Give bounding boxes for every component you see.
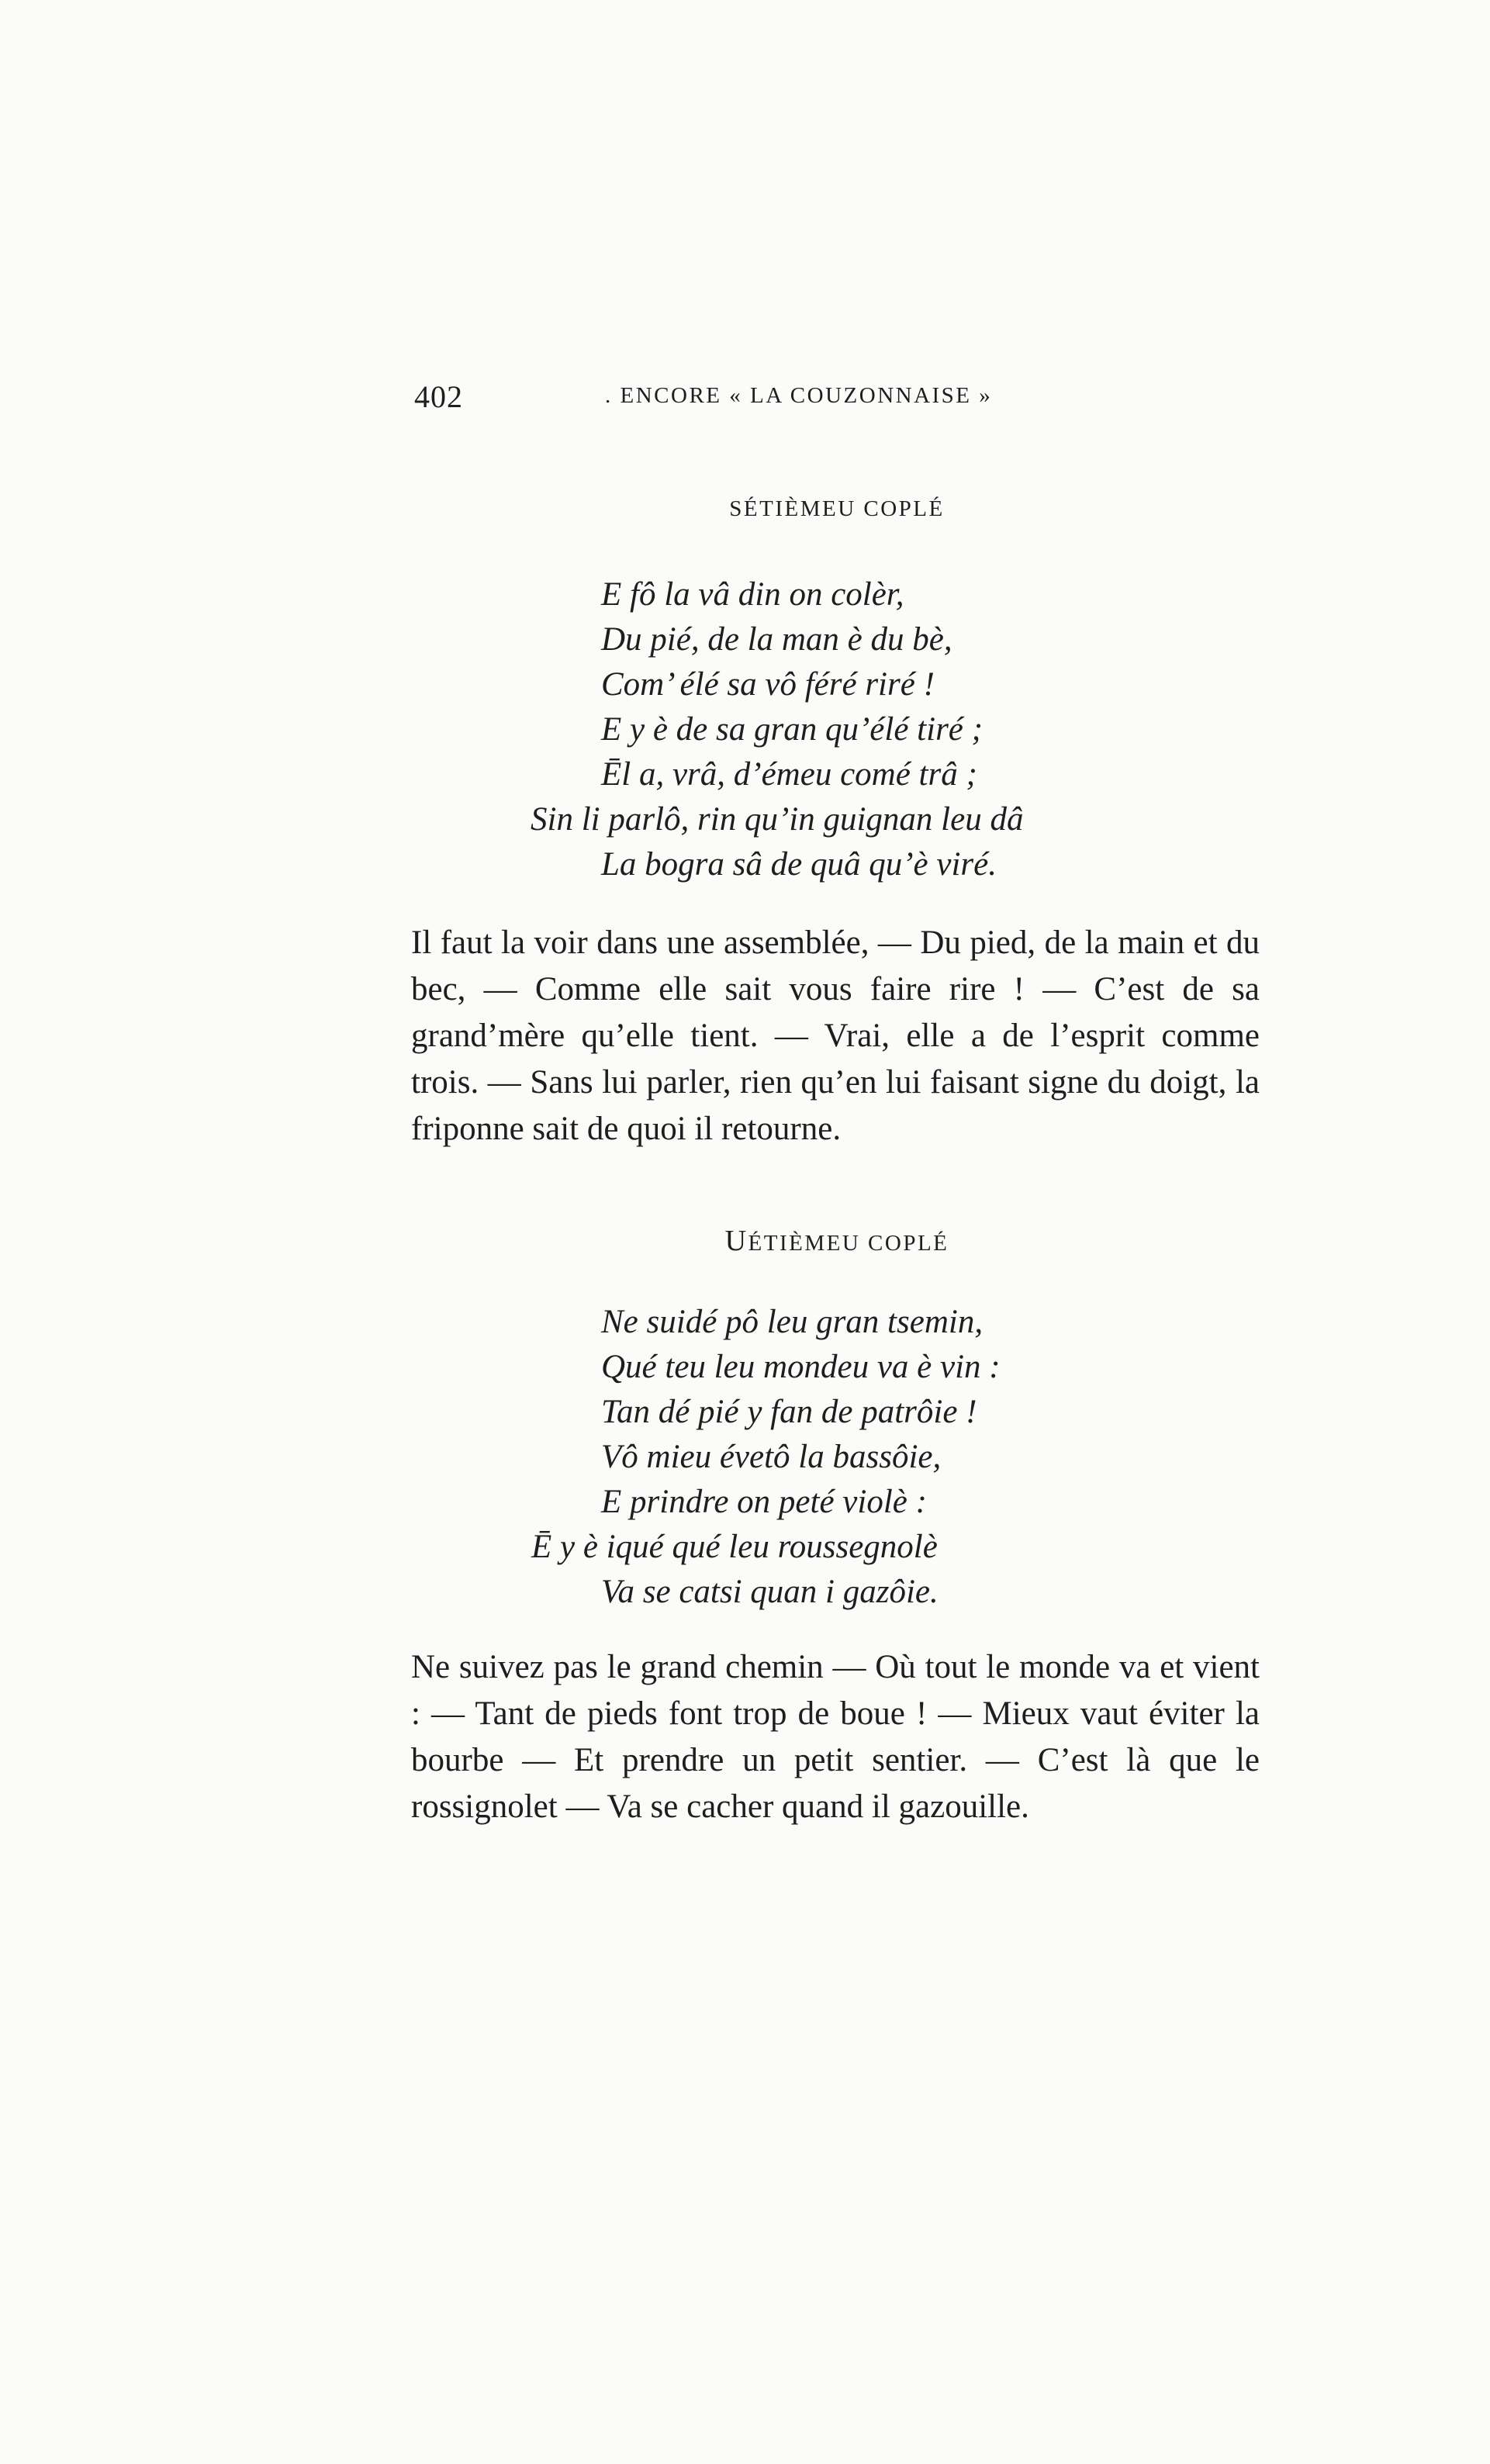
verse-line: Va se catsi quan i gazôie. <box>601 1574 939 1610</box>
verse-line: Tan dé pié y fan de patrôie ! <box>601 1394 977 1430</box>
page-number: 402 <box>414 379 463 414</box>
translation-seventh-couplet: Il faut la voir dans une assemblée, — Du pied, de la main et du bec, — Comme elle sait vous faire rire ! — C’est de sa grand’mère qu’elle tient. — Vrai, elle a de l’esprit comme trois. — Sans lui parler, rien qu’en lui faisant signe du doigt, la friponne sait de quoi il retourne. <box>411 924 1260 1147</box>
running-title: . ENCORE « LA COUZONNAISE » <box>605 383 993 408</box>
verse-line: Ne suidé pô leu gran tsemin, <box>601 1304 984 1340</box>
verse-line: Qué teu leu mondeu va è vin : <box>601 1349 1001 1385</box>
section-title-rest: ÉTIÈMEU COPLÉ <box>748 1231 949 1256</box>
section-title-initial: U <box>724 1225 748 1257</box>
verse-line: Com’ élé sa vô féré riré ! <box>601 666 935 703</box>
page-header <box>414 378 1260 425</box>
translation-eighth-couplet: Ne suivez pas le grand chemin — Où tout le monde va et vient : — Tant de pieds font trop de boue ! — Mieux vaut éviter la bourbe — Et prendre un petit sentier. — C’est là que le rossignolet — Va se cacher quand il gazouille. <box>411 1649 1260 1825</box>
verse-line: La bogra sâ de quâ qu’è viré. <box>601 846 997 883</box>
section-title-eighth-couplet <box>414 1224 1260 1258</box>
section-title-seventh-couplet: SÉTIÈMEU COPLÉ <box>729 496 945 521</box>
verse-line: E fô la vâ din on colèr, <box>601 576 904 613</box>
verse-line: Ēl a, vrâ, d’émeu comé trâ ; <box>601 756 977 793</box>
verse-line: E prindre on peté violè : <box>601 1484 927 1520</box>
verse-line: E y è de sa gran qu’élé tiré ; <box>601 711 983 748</box>
verse-line: Ē y è iqué qué leu roussegnolè <box>531 1529 938 1565</box>
verse-line: Du pié, de la man è du bè, <box>601 621 952 658</box>
verse-line: Sin li parlô, rin qu’in guignan leu dâ <box>531 801 1024 838</box>
verse-line: Vô mieu évetô la bassôie, <box>601 1439 942 1475</box>
